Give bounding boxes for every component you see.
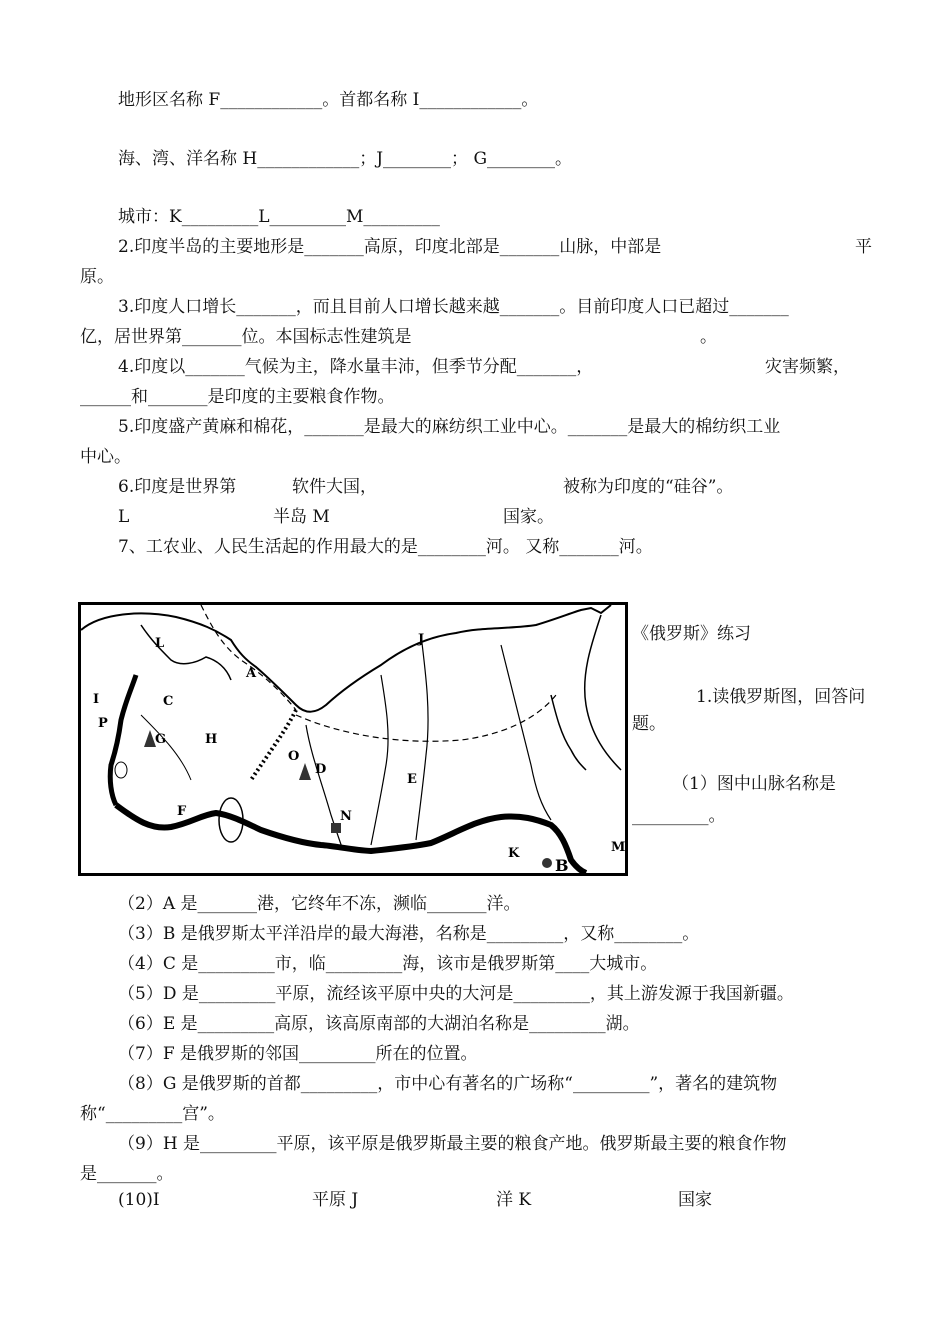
india-q6-line2b: 半岛 M [273, 507, 330, 527]
russia-q2: （2）A 是_______港，它终年不冻，濒临_______洋。 [118, 894, 521, 914]
russia-q1-line2: 题。 [632, 714, 666, 734]
map-label-e: E [407, 772, 417, 787]
map-label-i: I [93, 692, 100, 707]
map-label-o: O [288, 749, 300, 764]
map-label-n: N [340, 809, 352, 824]
russia-q9-line2: 是_______。 [80, 1164, 174, 1184]
india-q4-line2: ______和_______是印度的主要粮食作物。 [80, 387, 395, 407]
russia-q6: （6）E 是_________高原，该高原南部的大湖泊名称是_________湖。 [118, 1014, 640, 1034]
map-label-m: M [611, 840, 625, 855]
russia-q1-line1: 1.读俄罗斯图，回答问 [696, 687, 866, 707]
russia-q10b: 平原 J [312, 1190, 359, 1210]
russia-q7: （7）F 是俄罗斯的邻国_________所在的位置。 [118, 1044, 478, 1064]
map-label-l: L [155, 636, 165, 651]
map-label-g: G [155, 732, 167, 747]
india-q6-line1b: 软件大国， [292, 477, 377, 497]
india-q6-line1a: 6.印度是世界第 [118, 477, 237, 497]
russia-title: 《俄罗斯》练习 [632, 624, 751, 644]
india-q5-line2: 中心。 [80, 447, 131, 467]
russia-q8-line2: 称“_________宫”。 [80, 1104, 225, 1124]
russia-q9-line1: （9）H 是_________平原，该平原是俄罗斯最主要的粮食产地。俄罗斯最主要的粮食作物 [118, 1134, 787, 1154]
india-q6-line1c: 被称为印度的“硅谷”。 [563, 477, 734, 497]
russia-q1-sub1-blank: _________。 [632, 806, 726, 826]
map-label-b: B [555, 856, 569, 873]
india-q3-line2-end: 。 [700, 327, 717, 347]
india-q2-line1-end: 平 [855, 237, 872, 257]
india-q4-line1: 4.印度以_______气候为主，降水量丰沛，但季节分配_______， [118, 357, 594, 377]
india-q2-line1: 2.印度半岛的主要地形是_______高原，印度北部是_______山脉，中部是 [118, 237, 662, 257]
russia-q10d: 国家 [678, 1190, 712, 1210]
india-q3-line1: 3.印度人口增长_______，而且目前人口增长越来越_______。目前印度人口已超过_______ [118, 297, 789, 317]
india-q3-line2: 亿，居世界第_______位。本国标志性建筑是 [80, 327, 412, 347]
russia-q10a: (10)I [118, 1190, 160, 1210]
russia-map [78, 602, 628, 876]
map-label-a: A [246, 666, 257, 681]
map-label-d: D [315, 762, 327, 777]
map-label-j: J [418, 632, 425, 647]
india-cities-line: 城市：K_________L_________M_________ [118, 207, 440, 227]
russia-q4: （4）C 是_________市，临_________海，该市是俄罗斯第____大城市。 [118, 954, 658, 974]
russia-q5: （5）D 是_________平原，流经该平原中央的大河是_________，其上游发源于我国新疆。 [118, 984, 794, 1004]
india-seas-line: 海、湾、洋名称 H____________；J________； G________。 [118, 149, 573, 169]
russia-q3: （3）B 是俄罗斯太平洋沿岸的最大海港，名称是_________，又称________。 [118, 924, 700, 944]
india-q2-line2: 原。 [80, 267, 114, 287]
india-q6-line2c: 国家。 [503, 507, 554, 527]
map-label-f: F [177, 804, 187, 819]
india-q5-line1: 5.印度盛产黄麻和棉花，_______是最大的麻纺织工业中心。_______是最大的棉纺织工业 [118, 417, 781, 437]
india-q7: 7、工农业、人民生活起的作用最大的是________河。 又称_______河。 [118, 537, 653, 557]
map-label-h: H [205, 732, 218, 747]
map-label-p: P [98, 716, 108, 731]
russia-q8-line1: （8）G 是俄罗斯的首都_________，市中心有著名的广场称“_________”，著名的建筑物 [118, 1074, 778, 1094]
russia-q1-sub1: （1）图中山脉名称是 [672, 774, 836, 794]
india-terrain-capital-line: 地形区名称 F____________。首都名称 I____________。 [118, 90, 539, 110]
india-q4-line1-end: 灾害频繁， [765, 357, 850, 377]
map-label-k: K [508, 846, 520, 861]
russia-q10c: 洋 K [496, 1190, 532, 1210]
map-label-c: C [163, 694, 174, 709]
india-q6-line2a: L [118, 507, 130, 527]
